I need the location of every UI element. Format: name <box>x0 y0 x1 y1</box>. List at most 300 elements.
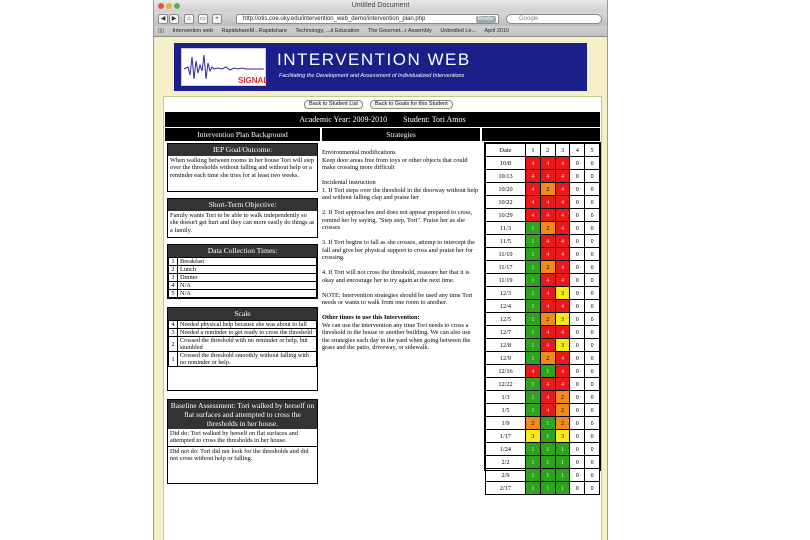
waveform-icon <box>182 49 267 87</box>
collection-times-box <box>167 244 318 299</box>
bookmark-item[interactable]: Unbridled Le... <box>440 28 477 34</box>
grid-score-cell[interactable] <box>526 209 541 222</box>
grid-score-cell[interactable] <box>570 209 585 222</box>
grid-score-cell[interactable] <box>555 274 570 287</box>
grid-score-cell[interactable] <box>570 326 585 339</box>
grid-score-cell[interactable] <box>585 456 600 469</box>
grid-score-cell[interactable] <box>585 430 600 443</box>
grid-score-cell[interactable] <box>555 183 570 196</box>
score-value: 1 <box>546 485 550 492</box>
score-value: 1 <box>531 407 535 414</box>
grid-score-cell[interactable] <box>585 391 600 404</box>
score-value: 1 <box>531 238 535 245</box>
grid-score-cell[interactable] <box>555 469 570 482</box>
score-value: 0 <box>575 186 579 193</box>
other-times-text: We can use the intervention any time Tori needs to cross a threshold in the house or another building. We can also use the strategies each day in the yard when going between the grass and the patio, driveway, or sidewalk. <box>322 321 471 351</box>
score-value: 4 <box>531 186 535 193</box>
score-value: 1 <box>546 459 550 466</box>
grid-row <box>486 339 600 352</box>
grid-score-cell[interactable] <box>555 443 570 456</box>
score-value: 0 <box>590 303 594 310</box>
grid-score-cell[interactable] <box>526 469 541 482</box>
grid-score-cell[interactable] <box>570 300 585 313</box>
grid-score-cell[interactable] <box>526 352 541 365</box>
grid-score-cell[interactable] <box>585 274 600 287</box>
grid-score-cell[interactable] <box>585 287 600 300</box>
score-value: 0 <box>590 199 594 206</box>
grid-score-cell[interactable] <box>570 391 585 404</box>
grid-score-cell[interactable] <box>526 222 541 235</box>
grid-row <box>486 482 600 495</box>
score-value: 1 <box>560 459 564 466</box>
bookmark-item[interactable]: The Gourmet...r Assembly <box>367 28 432 34</box>
score-value: 4 <box>546 407 550 414</box>
grid-score-cell[interactable] <box>555 352 570 365</box>
data-grid <box>484 142 601 492</box>
grid-score-cell[interactable] <box>555 235 570 248</box>
score-value: 4 <box>546 303 550 310</box>
grid-score-cell[interactable] <box>540 339 555 352</box>
grid-score-cell[interactable] <box>570 222 585 235</box>
grid-score-cell[interactable] <box>585 313 600 326</box>
grid-score-cell[interactable] <box>540 196 555 209</box>
score-value: 1 <box>531 394 535 401</box>
score-value: 2 <box>546 355 550 362</box>
back-to-student-list-button[interactable]: Back to Student List <box>304 100 363 109</box>
grid-score-cell[interactable] <box>526 339 541 352</box>
grid-score-cell[interactable] <box>555 248 570 261</box>
grid-score-cell[interactable] <box>570 456 585 469</box>
score-value: 2 <box>546 186 550 193</box>
grid-row <box>486 209 600 222</box>
grid-score-cell[interactable] <box>555 404 570 417</box>
grid-score-cell[interactable] <box>540 378 555 391</box>
zoom-window-icon[interactable] <box>174 3 180 9</box>
back-to-goals-button[interactable]: Back to Goals for this Student <box>370 100 453 109</box>
grid-score-cell[interactable] <box>570 183 585 196</box>
grid-score-cell[interactable] <box>570 430 585 443</box>
grid-score-cell[interactable] <box>570 482 585 495</box>
grid-score-cell[interactable] <box>585 469 600 482</box>
score-value: 0 <box>590 277 594 284</box>
grid-score-cell[interactable] <box>570 469 585 482</box>
grid-score-cell[interactable] <box>570 287 585 300</box>
grid-score-cell[interactable] <box>555 482 570 495</box>
grid-score-cell[interactable] <box>526 261 541 274</box>
score-value: 4 <box>560 381 564 388</box>
grid-score-cell[interactable] <box>585 339 600 352</box>
grid-score-cell[interactable] <box>526 196 541 209</box>
score-value: 0 <box>575 342 579 349</box>
grid-row <box>486 222 600 235</box>
score-value: 1 <box>531 316 535 323</box>
back-icon[interactable]: ◀ <box>158 14 168 24</box>
score-value: 3 <box>560 316 564 323</box>
score-value: 1 <box>560 485 564 492</box>
grid-score-cell[interactable] <box>555 456 570 469</box>
grid-score-cell[interactable] <box>570 235 585 248</box>
signal-logo <box>181 48 266 86</box>
grid-score-cell[interactable] <box>540 287 555 300</box>
grid-score-cell[interactable] <box>540 235 555 248</box>
grid-score-cell[interactable] <box>570 404 585 417</box>
score-value: 2 <box>560 394 564 401</box>
baseline-did-not: Did not do: Tori did not look for the thresholds and did not cross without help or falling. <box>170 447 309 462</box>
grid-score-cell[interactable] <box>540 456 555 469</box>
grid-score-cell[interactable] <box>555 313 570 326</box>
search-placeholder: Google <box>519 16 539 22</box>
grid-header-3: 3 <box>555 144 570 157</box>
grid-score-cell[interactable] <box>585 196 600 209</box>
grid-score-cell[interactable] <box>585 365 600 378</box>
address-bar[interactable] <box>236 14 499 24</box>
grid-date-cell: 11/17 <box>486 261 526 274</box>
grid-score-cell[interactable] <box>570 352 585 365</box>
strategy-3: 3. If Tori begins to fall as she crosses, attemp to intercept the fall and give her physical support to cross and praise her for crossing. <box>322 239 475 261</box>
grid-score-cell[interactable] <box>555 222 570 235</box>
grid-date-cell: 2/9 <box>486 469 526 482</box>
grid-score-cell[interactable] <box>540 469 555 482</box>
grid-date-cell: 10/8 <box>486 157 526 170</box>
objective-text: Family wants Tori to be able to walk independently so she doesn't get hurt and they can more easily do things as a family. <box>170 212 315 234</box>
score-value: 0 <box>590 212 594 219</box>
score-value: 0 <box>590 342 594 349</box>
grid-score-cell[interactable] <box>526 391 541 404</box>
grid-row <box>486 157 600 170</box>
grid-date-cell: 11/3 <box>486 222 526 235</box>
score-value: 4 <box>560 238 564 245</box>
score-value: 0 <box>575 407 579 414</box>
grid-score-cell[interactable] <box>526 326 541 339</box>
grid-score-cell[interactable] <box>526 313 541 326</box>
score-value: 0 <box>590 355 594 362</box>
grid-score-cell[interactable] <box>540 274 555 287</box>
browser-window <box>153 0 608 540</box>
score-value: 0 <box>575 329 579 336</box>
other-times-title: Other times to use this Intervention: <box>322 314 420 321</box>
grid-row <box>486 274 600 287</box>
grid-header-1: 1 <box>526 144 541 157</box>
collection-times-title: Data Collection Times: <box>168 245 317 257</box>
score-value: 1 <box>531 251 535 258</box>
grid-score-cell[interactable] <box>540 209 555 222</box>
grid-date-cell: 1/5 <box>486 404 526 417</box>
score-value: 1 <box>531 290 535 297</box>
grid-score-cell[interactable] <box>540 313 555 326</box>
grid-row <box>486 404 600 417</box>
grid-score-cell[interactable] <box>555 391 570 404</box>
grid-score-cell[interactable] <box>540 300 555 313</box>
score-value: 1 <box>546 420 550 427</box>
score-value: 0 <box>590 472 594 479</box>
grid-date-cell: 10/29 <box>486 209 526 222</box>
forward-icon[interactable]: ▶ <box>169 14 179 24</box>
grid-date-cell: 12/3 <box>486 287 526 300</box>
grid-row <box>486 430 600 443</box>
grid-date-cell: 12/16 <box>486 365 526 378</box>
grid-score-cell[interactable] <box>526 157 541 170</box>
grid-score-cell[interactable] <box>585 404 600 417</box>
grid-row <box>486 196 600 209</box>
grid-score-cell[interactable] <box>555 287 570 300</box>
grid-score-cell[interactable] <box>540 352 555 365</box>
score-value: 0 <box>590 394 594 401</box>
score-value: 1 <box>546 472 550 479</box>
score-value: 0 <box>590 173 594 180</box>
grid-score-cell[interactable] <box>555 157 570 170</box>
score-value: 4 <box>560 251 564 258</box>
grid-row <box>486 287 600 300</box>
env-mod-text: Keep door areas free from toys or other objects that could make crossing more difficult <box>322 156 468 171</box>
table-row: 3 Needed a reminder to get ready to cross the threshold <box>169 329 317 337</box>
score-value: 0 <box>590 186 594 193</box>
score-value: 4 <box>560 368 564 375</box>
data-column-heading <box>482 128 600 141</box>
grid-score-cell[interactable] <box>555 196 570 209</box>
grid-score-cell[interactable] <box>555 365 570 378</box>
score-value: 4 <box>531 173 535 180</box>
score-value: 1 <box>531 303 535 310</box>
grid-date-cell: 11/5 <box>486 235 526 248</box>
score-value: 0 <box>575 225 579 232</box>
grid-row <box>486 365 600 378</box>
share-icon[interactable]: ▭ <box>198 14 208 24</box>
grid-score-cell[interactable] <box>526 482 541 495</box>
grid-score-cell[interactable] <box>570 261 585 274</box>
grid-score-cell[interactable] <box>540 222 555 235</box>
grid-score-cell[interactable] <box>570 274 585 287</box>
score-value: 0 <box>575 420 579 427</box>
grid-score-cell[interactable] <box>570 313 585 326</box>
grid-score-cell[interactable] <box>585 326 600 339</box>
score-value: 3 <box>560 290 564 297</box>
grid-score-cell[interactable] <box>526 456 541 469</box>
grid-row <box>486 300 600 313</box>
grid-score-cell[interactable] <box>526 248 541 261</box>
grid-score-cell[interactable] <box>585 300 600 313</box>
bookmark-item[interactable]: April 2010 <box>484 28 510 34</box>
grid-score-cell[interactable] <box>585 378 600 391</box>
grid-score-cell[interactable] <box>526 170 541 183</box>
score-value: 4 <box>560 277 564 284</box>
score-value: 0 <box>575 303 579 310</box>
grid-score-cell[interactable] <box>526 235 541 248</box>
score-value: 0 <box>590 485 594 492</box>
grid-score-cell[interactable] <box>540 157 555 170</box>
score-value: 4 <box>546 381 550 388</box>
table-row: 1 Breakfast <box>169 258 317 266</box>
grid-score-cell[interactable] <box>555 430 570 443</box>
grid-score-cell[interactable] <box>540 170 555 183</box>
grid-score-cell[interactable] <box>540 443 555 456</box>
bookmark-item[interactable]: Technology, ...d Education <box>295 28 360 34</box>
score-value: 0 <box>575 472 579 479</box>
score-value: 4 <box>560 303 564 310</box>
score-value: 1 <box>560 446 564 453</box>
grid-row <box>486 456 600 469</box>
grid-score-cell[interactable] <box>526 183 541 196</box>
grid-score-cell[interactable] <box>585 209 600 222</box>
window-title: Untitled Document <box>351 2 410 9</box>
strategy-note: NOTE: Intervention strategies should be used any time Tori needs or wants to walk from one room to another. <box>322 291 473 306</box>
score-value: 2 <box>546 264 550 271</box>
add-bookmark-icon[interactable]: + <box>212 14 222 24</box>
grid-score-cell[interactable] <box>570 365 585 378</box>
score-value: 4 <box>546 342 550 349</box>
grid-score-cell[interactable] <box>555 261 570 274</box>
grid-score-cell[interactable] <box>526 365 541 378</box>
grid-score-cell[interactable] <box>540 482 555 495</box>
score-value: 0 <box>575 290 579 297</box>
strategies-text <box>322 149 479 359</box>
score-value: 4 <box>546 238 550 245</box>
grid-score-cell[interactable] <box>526 274 541 287</box>
table-row: 4 Needed physical help because she was about to fall <box>169 321 317 329</box>
grid-score-cell[interactable] <box>585 222 600 235</box>
grid-score-cell[interactable] <box>526 378 541 391</box>
grid-score-cell[interactable] <box>585 170 600 183</box>
grid-score-cell[interactable] <box>570 157 585 170</box>
score-value: 0 <box>575 368 579 375</box>
grid-score-cell[interactable] <box>585 261 600 274</box>
minimize-window-icon[interactable] <box>166 3 172 9</box>
score-value: 0 <box>575 485 579 492</box>
grid-date-cell: 12/8 <box>486 339 526 352</box>
strategies-column-heading: Strategies <box>322 128 480 141</box>
grid-date-cell: 12/5 <box>486 313 526 326</box>
score-value: 0 <box>575 355 579 362</box>
grid-score-cell[interactable] <box>555 170 570 183</box>
page-content <box>154 38 607 540</box>
browser-toolbar <box>154 12 607 26</box>
grid-header-4: 4 <box>570 144 585 157</box>
grid-score-cell[interactable] <box>585 417 600 430</box>
score-value: 2 <box>546 225 550 232</box>
scale-title: Scale <box>168 308 317 320</box>
score-value: 4 <box>531 212 535 219</box>
grid-score-cell[interactable] <box>555 339 570 352</box>
grid-score-cell[interactable] <box>585 443 600 456</box>
grid-score-cell[interactable] <box>585 235 600 248</box>
grid-date-cell: 10/13 <box>486 170 526 183</box>
strategy-1: 1. If Tori steps over the threshold in the doorway without help and without falling clap and praise her <box>322 186 479 201</box>
score-value: 1 <box>531 459 535 466</box>
env-mod-title: Environmental modifications <box>322 149 396 156</box>
close-window-icon[interactable] <box>158 3 164 9</box>
home-icon[interactable]: ⌂ <box>184 14 194 24</box>
score-value: 0 <box>575 381 579 388</box>
bookmark-item[interactable]: RapidshareM...Rapidshare <box>221 28 287 34</box>
grid-score-cell[interactable] <box>540 183 555 196</box>
grid-score-cell[interactable] <box>585 248 600 261</box>
objective-title: Short-Term Objective: <box>168 199 317 211</box>
table-row: 2 Lunch <box>169 266 317 274</box>
grid-row <box>486 235 600 248</box>
bookmarks-icon[interactable]: ▯▯ <box>158 28 165 34</box>
grid-header-2: 2 <box>540 144 555 157</box>
score-value: 0 <box>590 290 594 297</box>
score-value: 4 <box>560 173 564 180</box>
grid-score-cell[interactable] <box>526 404 541 417</box>
score-value: 3 <box>560 433 564 440</box>
grid-score-cell[interactable] <box>526 443 541 456</box>
grid-date-cell: 2/2 <box>486 456 526 469</box>
grid-score-cell[interactable] <box>555 326 570 339</box>
grid-row <box>486 378 600 391</box>
score-value: 4 <box>560 355 564 362</box>
grid-score-cell[interactable] <box>555 300 570 313</box>
grid-score-cell[interactable] <box>585 482 600 495</box>
grid-score-cell[interactable] <box>540 391 555 404</box>
score-value: 0 <box>590 446 594 453</box>
grid-score-cell[interactable] <box>570 443 585 456</box>
grid-score-cell[interactable] <box>540 248 555 261</box>
grid-score-cell[interactable] <box>540 261 555 274</box>
grid-row <box>486 391 600 404</box>
score-value: 0 <box>590 329 594 336</box>
grid-score-cell[interactable] <box>585 352 600 365</box>
score-value: 4 <box>531 160 535 167</box>
score-value: 1 <box>531 381 535 388</box>
grid-date-cell: 12/9 <box>486 352 526 365</box>
grid-score-cell[interactable] <box>585 157 600 170</box>
scale-box <box>167 307 318 391</box>
grid-date-cell: 12/4 <box>486 300 526 313</box>
grid-score-cell[interactable] <box>555 209 570 222</box>
score-value: 0 <box>590 407 594 414</box>
score-value: 0 <box>575 394 579 401</box>
grid-score-cell[interactable] <box>540 417 555 430</box>
baseline-title: Baseline Assessment: Tori walked by herself on flat surfaces and attempted to cross the thresholds in her house. <box>168 400 317 429</box>
grid-score-cell[interactable] <box>570 378 585 391</box>
bookmark-item[interactable]: Intervention web <box>172 28 213 34</box>
grid-row <box>486 443 600 456</box>
bookmarks-bar <box>154 26 607 37</box>
reader-button[interactable]: Reader <box>477 16 494 22</box>
grid-date-cell: 1/17 <box>486 430 526 443</box>
grid-score-cell[interactable] <box>526 417 541 430</box>
grid-score-cell[interactable] <box>540 430 555 443</box>
grid-score-cell[interactable] <box>526 287 541 300</box>
score-value: 1 <box>531 342 535 349</box>
score-value: 4 <box>546 329 550 336</box>
grid-score-cell[interactable] <box>570 170 585 183</box>
score-value: 4 <box>560 264 564 271</box>
grid-score-cell[interactable] <box>555 378 570 391</box>
student-name: Student: Tori Amos <box>403 115 466 124</box>
grid-score-cell[interactable] <box>570 339 585 352</box>
iep-goal-box <box>167 143 318 192</box>
score-value: 0 <box>575 212 579 219</box>
grid-score-cell[interactable] <box>570 417 585 430</box>
grid-score-cell[interactable] <box>540 365 555 378</box>
grid-score-cell[interactable] <box>585 183 600 196</box>
search-input[interactable] <box>506 14 602 24</box>
grid-score-cell[interactable] <box>570 196 585 209</box>
grid-score-cell[interactable] <box>540 326 555 339</box>
grid-score-cell[interactable] <box>526 300 541 313</box>
score-value: 1 <box>531 355 535 362</box>
score-value: 4 <box>546 160 550 167</box>
grid-score-cell[interactable] <box>570 248 585 261</box>
grid-date-cell: 11/10 <box>486 248 526 261</box>
grid-score-cell[interactable] <box>540 404 555 417</box>
grid-score-cell[interactable] <box>555 417 570 430</box>
grid-score-cell[interactable] <box>526 430 541 443</box>
score-value: 1 <box>546 433 550 440</box>
grid-header-row <box>486 144 600 157</box>
grid-row <box>486 261 600 274</box>
